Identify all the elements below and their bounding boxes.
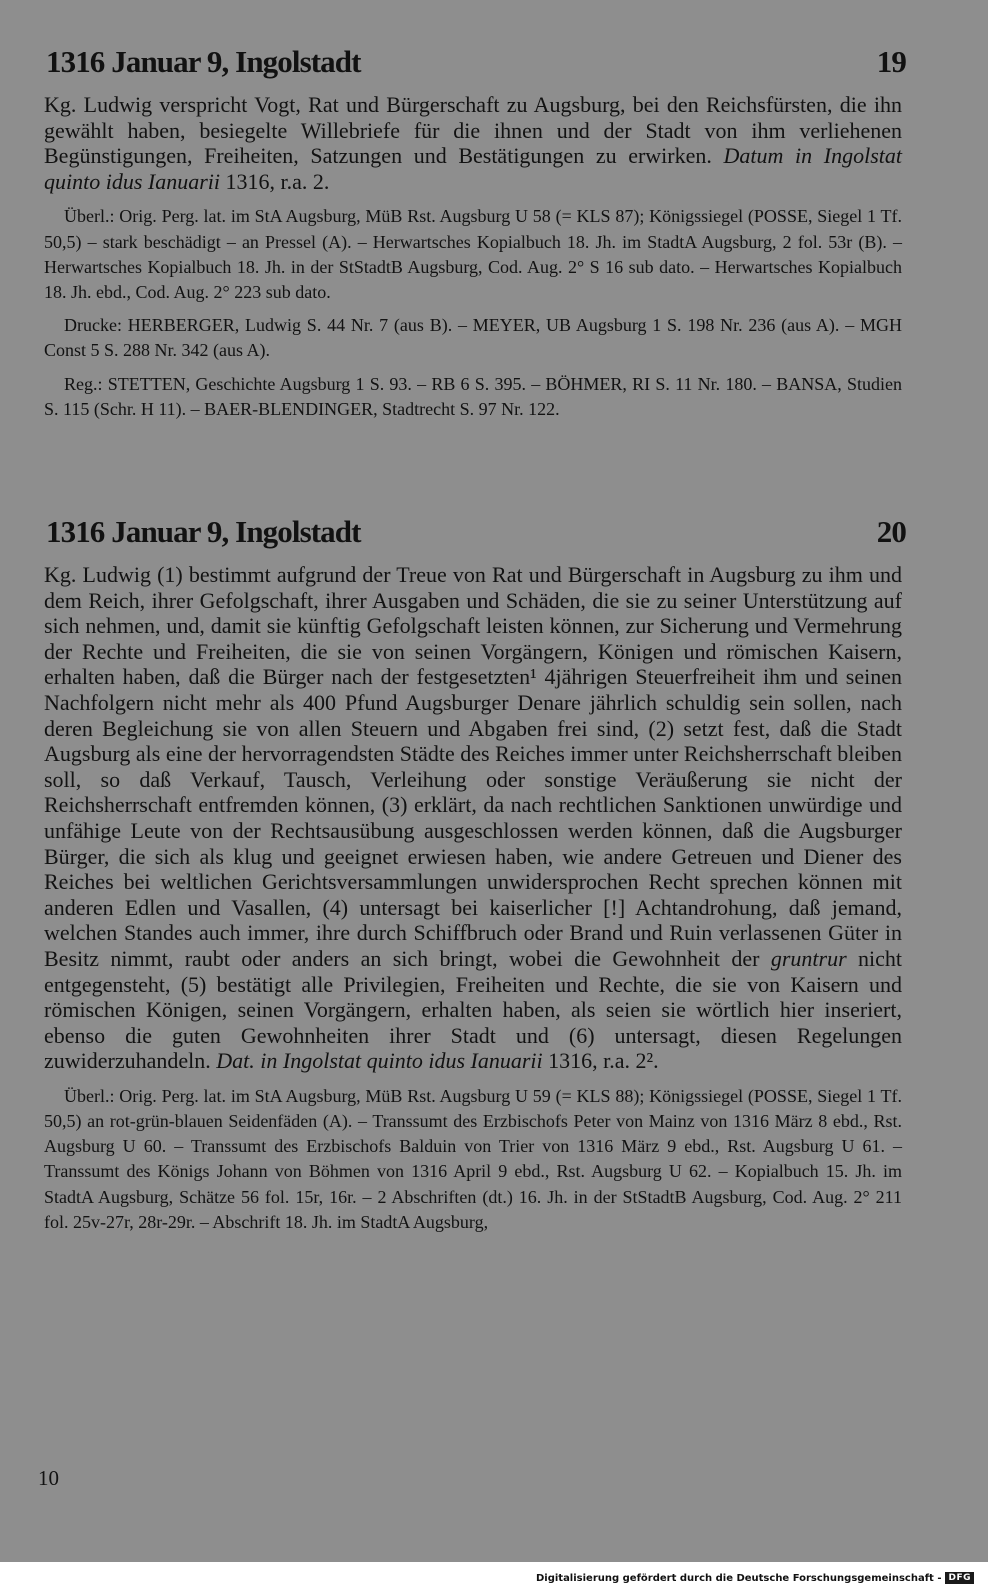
credit-text: Digitalisierung gefördert durch die Deutsche Forschungsgemeinschaft - [535, 1572, 942, 1584]
entry-heading [46, 514, 906, 550]
regest-continuation: nicht entgegensteht, (5) bestätigt alle Privilegien, Freiheiten und Rechte, die sie von Kaisern und römischen Königen, seinen Vorgängern, erhalten haben, als seien sie wörtlich hier inseriert, ebenso die guten Gewohnheiten ihrer Stadt und (6) untersagt, diesen Regelungen zuwiderzuhandeln. [44, 945, 903, 1074]
entry-date-place: 1316 Januar 9, Ingolstadt [46, 514, 361, 549]
funding-credit [536, 1572, 974, 1584]
regest-text [44, 92, 902, 194]
entry-19 [40, 44, 906, 422]
datum-year: 1316, r.a. 2. [220, 168, 330, 194]
datum-clause: Dat. in Ingolstat quinto idus Ianuarii [216, 1048, 543, 1074]
entry-date-place: 1316 Januar 9, Ingolstadt [46, 44, 361, 79]
regest-text [44, 562, 902, 1074]
regest-body: Kg. Ludwig (1) bestimmt aufgrund der Treue von Rat und Bürgerschaft in Augsburg zu ihm und dem Reich, ihrer Gefolgschaft, ihrer Ausgaben und Schäden, die sie zu seiner Unterstützung auf sich nehmen, und, damit sie künftig Gefolgschaft leisten können, zur Sicherung und Vermehrung der Rechte und Freiheiten, die sie von seinen Vorgängern, Königen und römischen Kaisern, erhalten haben, daß die Bürger nach der festgesetzten¹ 4jährigen Steuerfreiheit ihm und seinen Nachfolgern nicht mehr als 400 Pfund Augsburger Denare jährlich schuldig sein sollen, nach deren Begleichung sie von allen Steuern und Abgaben frei sind, (2) setzt fest, daß die Stadt Augsburg als eine der hervorragendsten Städte des Reiches immer unter Reichsherrschaft bleiben soll, so daß Verkauf, Tausch, Verleihung oder sonstige Veräußerung sie nicht der Reichsherrschaft entfremden können, (3) erklärt, da nach rechtlichen Sanktionen unwürdige und unfähige Leute von der Rechtsausübung ausgeschlossen werden können, daß die Augsburger Bürger, die sich als klug und geeignet erwiesen haben, wie andere Getreuen und Diener des Reiches bei weltlichen Gerichtsversammlungen unwidersprochen Recht sprechen können mit anderen Edlen und Vasallen, (4) untersagt bei kaiserlicher [!] Achtandrohung, daß jemand, welchen Standes auch immer, ihre durch Schiffbruch oder Brand und Ruin verlassenen Güter in Besitz nimmt, raubt oder anders an sich bringt, wobei die Gewohnheit der [44, 562, 902, 971]
page-number: 10 [38, 1466, 59, 1490]
datum-clause: Datum in Ingolstat quinto idus Ianuarii [44, 143, 902, 194]
entry-heading [46, 44, 906, 80]
regest-term: gruntrur [770, 945, 847, 971]
regest-body: Kg. Ludwig verspricht Vogt, Rat und Bürgerschaft zu Augsburg, bei den Reichsfürsten, die ihn gewählt haben, besiegelte Willebriefe für die ihnen und der Stadt von ihm verliehenen Begünstigungen, Freiheiten, Satzungen und Bestätigungen zu erwirken. [44, 92, 902, 169]
dfg-logo: DFG [945, 1572, 974, 1584]
regesten-note: Reg.: STETTEN, Geschichte Augsburg 1 S. 93. – RB 6 S. 395. – BÖHMER, RI S. 11 Nr. 180. – BANSA, Studien S. 115 (Schr. H 11). – BAER-BLENDINGER, Stadtrecht S. 97 Nr. 122. [44, 373, 902, 419]
ueberlieferung-note: Überl.: Orig. Perg. lat. im StA Augsburg, MüB Rst. Augsburg U 58 (= KLS 87); Königssiegel (POSSE, Siegel 1 Tf. 50,5) – stark beschädigt – an Pressel (A). – Herwartsches Kopialbuch 18. Jh. im StadtA Augsburg, 2 fol. 53r (B). – Herwartsches Kopialbuch 18. Jh. in der StStadtB Augsburg, Cod. Aug. 2° S 16 sub dato. – Herwartsches Kopialbuch 18. Jh. ebd., Cod. Aug. 2° 223 sub dato. [44, 206, 902, 302]
entry-number: 19 [876, 44, 906, 79]
entry-number: 20 [876, 514, 906, 549]
entry-20 [40, 514, 906, 1235]
drucke-note: Drucke: HERBERGER, Ludwig S. 44 Nr. 7 (aus B). – MEYER, UB Augsburg 1 S. 198 Nr. 236 (aus A). – MGH Const 5 S. 288 Nr. 342 (aus A). [44, 315, 902, 361]
ueberlieferung-note: Überl.: Orig. Perg. lat. im StA Augsburg, MüB Rst. Augsburg U 59 (= KLS 88); Königssiegel (POSSE, Siegel 1 Tf. 50,5) an rot-grün-blauen Seidenfäden (A). – Transsumt des Erzbischofs Peter von Mainz von 1316 März 8 ebd., Rst. Augsburg U 60. – Transsumt des Erzbischofs Balduin von Trier von 1316 März 9 ebd., Rst. Augsburg U 61. – Transsumt des Königs Johann von Böhmen von 1316 April 9 ebd., Rst. Augsburg U 62. – Kopialbuch 15. Jh. im StadtA Augsburg, Schätze 56 fol. 15r, 16r. – 2 Abschriften (dt.) 16. Jh. in der StStadtB Augsburg, Cod. Aug. 2° 211 fol. 25v-27r, 28r-29r. – Abschrift 18. Jh. im StadtA Augsburg, [44, 1085, 902, 1232]
datum-year: 1316, r.a. 2². [542, 1048, 659, 1074]
